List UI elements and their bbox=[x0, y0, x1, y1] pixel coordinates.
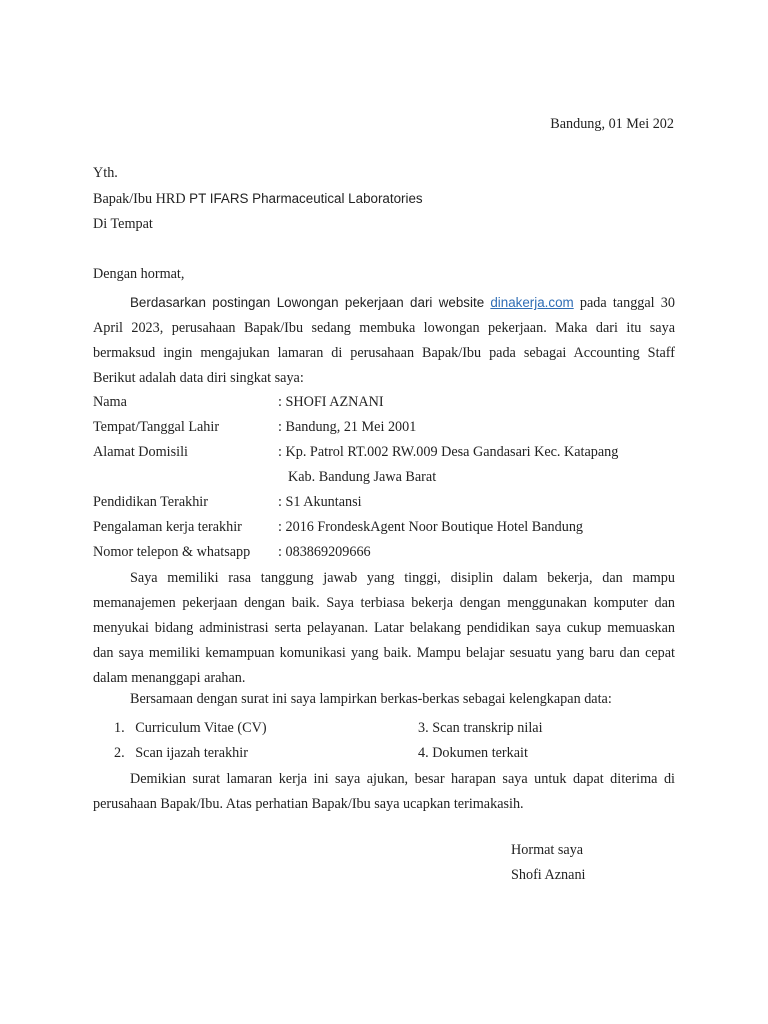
data-value bbox=[278, 415, 416, 440]
data-row-birth bbox=[93, 415, 693, 440]
signature-name: Shofi Aznani bbox=[511, 867, 586, 883]
place-date: Bandung, 01 Mei 202 bbox=[550, 116, 674, 132]
recipient-prefix: Bapak/Ibu HRD bbox=[93, 191, 186, 207]
greeting: Dengan hormat, bbox=[93, 266, 185, 282]
data-value-text: 2016 FrondeskAgent Noor Boutique Hotel Bandung bbox=[285, 519, 584, 535]
data-row-name bbox=[93, 390, 693, 415]
data-row-address-line2 bbox=[93, 465, 693, 490]
body-paragraph bbox=[93, 566, 675, 691]
data-value bbox=[278, 490, 362, 515]
attachments-intro bbox=[130, 691, 612, 708]
separator: : bbox=[278, 494, 282, 510]
recipient bbox=[93, 191, 423, 208]
data-value bbox=[278, 515, 583, 540]
intro-text-continued: pada tanggal 30 April 2023, perusahaan Bapak/Ibu sedang membuka lowongan pekerjaan. Maka dari itu saya bermaksud ingin mengajukan lamaran di perusahaan Bapak/Ibu pada sebagai Accounting Staff Berikut adalah data diri singkat saya: bbox=[93, 295, 675, 386]
data-label: Tempat/Tanggal Lahir bbox=[93, 419, 220, 435]
closing-text: Demikian surat lamaran kerja ini saya ajukan, besar harapan saya untuk dapat diterima di perusahaan Bapak/Ibu. Atas perhatian Bapak/Ibu saya ucapkan terimakasih. bbox=[93, 771, 675, 812]
attachment-text: Scan transkrip nilai bbox=[432, 720, 543, 736]
intro-paragraph bbox=[93, 290, 675, 391]
data-row-phone bbox=[93, 540, 693, 565]
attachment-item bbox=[114, 741, 248, 766]
separator: : bbox=[278, 544, 282, 560]
data-row-experience bbox=[93, 515, 693, 540]
data-value-text: Bandung, 21 Mei 2001 bbox=[285, 419, 417, 435]
salutation: Yth. bbox=[93, 165, 118, 181]
data-label: Nomor telepon & whatsapp bbox=[93, 544, 251, 560]
separator: : bbox=[278, 394, 282, 410]
company-name: PT IFARS Pharmaceutical Laboratories bbox=[189, 191, 423, 206]
attachment-text: Curriculum Vitae (CV) bbox=[135, 720, 267, 736]
data-label: Alamat Domisili bbox=[93, 444, 188, 460]
data-label: Pendidikan Terakhir bbox=[93, 494, 208, 510]
attachments-intro-text: Bersamaan dengan surat ini saya lampirkan berkas-berkas sebagai kelengkapan data: bbox=[130, 691, 612, 707]
closing-paragraph bbox=[93, 767, 675, 817]
data-row-address bbox=[93, 440, 693, 465]
website-link[interactable]: dinakerja.com bbox=[490, 295, 574, 310]
data-value-text: 083869209666 bbox=[285, 544, 371, 560]
body-text: Saya memiliki rasa tanggung jawab yang tinggi, disiplin dalam bekerja, dan mampu memanajemen pekerjaan dengan baik. Saya terbiasa bekerja dengan menggunakan komputer dan menyukai bidang administrasi serta pelayanan. Latar belakang pendidikan saya cukup memuaskan dan saya memiliki kemampuan komunikasi yang baik. Mampu belajar sesuatu yang baru dan cepat dalam menanggapi arahan. bbox=[93, 570, 675, 686]
separator: : bbox=[278, 519, 282, 535]
attachment-number: 2. bbox=[114, 745, 125, 761]
intro-text: Berdasarkan postingan Lowongan pekerjaan dari website bbox=[130, 295, 485, 310]
signoff: Hormat saya bbox=[511, 842, 584, 858]
attachment-item bbox=[114, 716, 267, 741]
attachment-text: Dokumen terkait bbox=[432, 745, 528, 761]
attachment-number: 1. bbox=[114, 720, 125, 736]
attachment-number: 4. bbox=[418, 745, 429, 761]
data-label: Pengalaman kerja terakhir bbox=[93, 519, 242, 535]
recipient-location: Di Tempat bbox=[93, 216, 153, 232]
data-value bbox=[278, 390, 384, 415]
data-value bbox=[278, 540, 371, 565]
attachment-item bbox=[418, 716, 543, 741]
attachment-text: Scan ijazah terakhir bbox=[135, 745, 248, 761]
attachment-number: 3. bbox=[418, 720, 429, 736]
data-value-text: SHOFI AZNANI bbox=[285, 394, 384, 410]
data-value-text: Kab. Bandung Jawa Barat bbox=[288, 469, 437, 485]
separator: : bbox=[278, 419, 282, 435]
data-value-text: Kp. Patrol RT.002 RW.009 Desa Gandasari Kec. Katapang bbox=[285, 444, 619, 460]
separator: : bbox=[278, 444, 282, 460]
data-row-education bbox=[93, 490, 693, 515]
data-value-text: S1 Akuntansi bbox=[285, 494, 362, 510]
data-label: Nama bbox=[93, 394, 127, 410]
data-value bbox=[278, 440, 618, 465]
attachment-item bbox=[418, 741, 528, 766]
